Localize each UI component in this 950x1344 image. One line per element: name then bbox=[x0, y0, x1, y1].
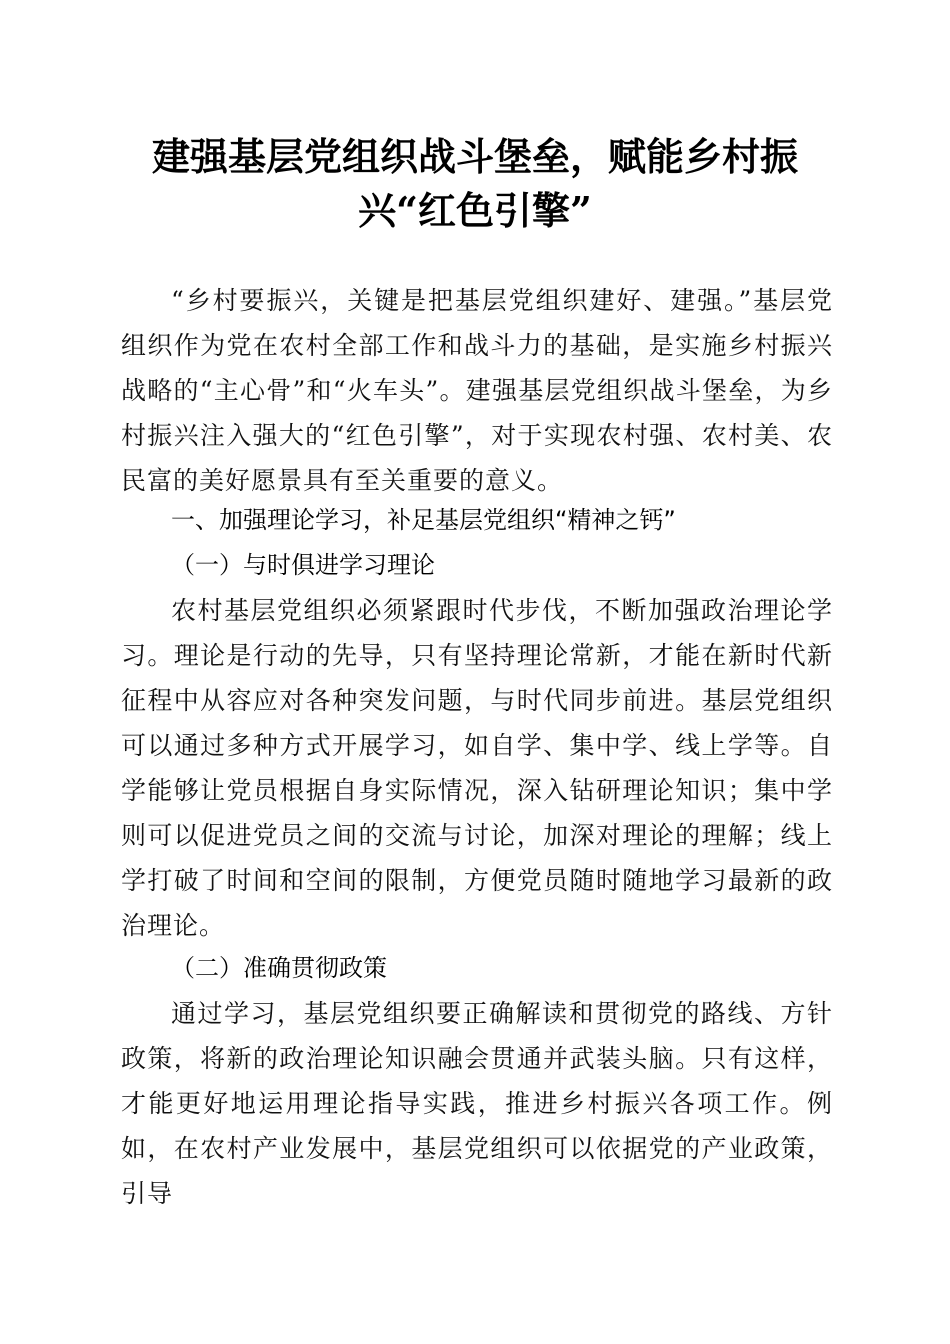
subsection-heading-2: （二）准确贯彻政策 bbox=[171, 954, 387, 982]
intro-paragraph: “乡村要振兴，关键是把基层党组织建好、建强。”基层党组织作为党在农村全部工作和战斗力的基础，是实施乡村振兴战略的“主心骨”和“火车头”。建强基层党组织战斗堡垒，为乡村振兴注入强大的“红色引擎”，对于实现农村强、农村美、农民富的美好愿景具有至关重要的意义。 bbox=[121, 286, 833, 495]
section-heading-1: 一、加强理论学习，补足基层党组织“精神之钙” bbox=[171, 506, 676, 534]
document-title: 建强基层党组织战斗堡垒，赋能乡村振兴“红色引擎” bbox=[151, 134, 798, 233]
subsection-heading-1: （一）与时俱进学习理论 bbox=[171, 551, 435, 579]
subsection-2-paragraph: 通过学习，基层党组织要正确解读和贯彻党的路线、方针政策，将新的政治理论知识融会贯通并武装头脑。只有这样，才能更好地运用理论指导实践，推进乡村振兴各项工作。例如，在农村产业发展中，基层党组织可以依据党的产业政策，引导 bbox=[121, 999, 833, 1208]
subsection-1-paragraph: 农村基层党组织必须紧跟时代步伐，不断加强政治理论学习。理论是行动的先导，只有坚持理论常新，才能在新时代新征程中从容应对各种突发问题，与时代同步前进。基层党组织可以通过多种方式开展学习，如自学、集中学、线上学等。自学能够让党员根据自身实际情况，深入钻研理论知识；集中学则可以促进党员之间的交流与讨论，加深对理论的理解；线上学打破了时间和空间的限制，方便党员随时随地学习最新的政治理论。 bbox=[121, 596, 833, 940]
